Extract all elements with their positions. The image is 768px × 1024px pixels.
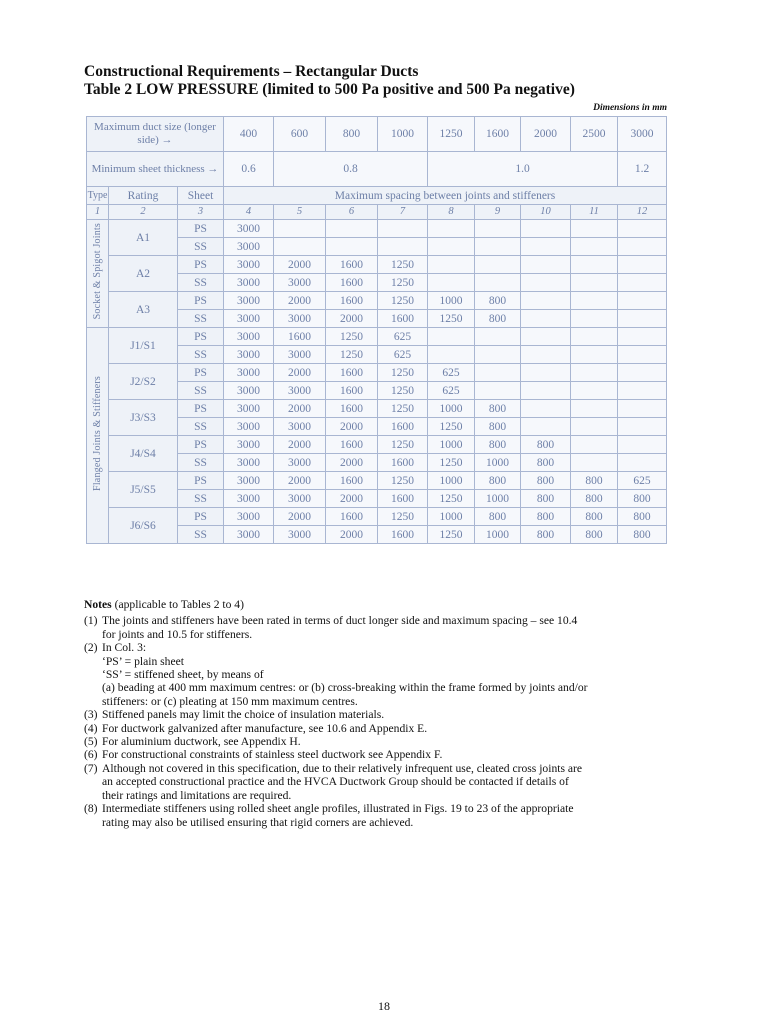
note-line: In Col. 3: — [102, 641, 147, 655]
note-item — [84, 748, 668, 761]
value-cell: 800 — [475, 292, 521, 310]
value-cell: 1250 — [378, 508, 428, 526]
value-cell — [571, 292, 618, 310]
value-cell: 3000 — [224, 238, 274, 256]
value-cell — [475, 256, 521, 274]
value-cell: 1250 — [428, 526, 475, 544]
value-cell: 1000 — [428, 292, 475, 310]
value-cell: 800 — [521, 454, 571, 472]
value-cell: 800 — [475, 472, 521, 490]
note-line: For aluminium ductwork, see Appendix H. — [102, 735, 301, 749]
value-cell: 1250 — [326, 346, 378, 364]
table-row — [87, 292, 667, 310]
table-row — [87, 436, 667, 454]
duct-size-header: 1600 — [475, 117, 521, 152]
group-label-text: Socket & Spigot Joints — [91, 223, 103, 320]
note-number: (4) — [84, 721, 98, 735]
value-cell: 3000 — [274, 526, 326, 544]
value-cell — [571, 220, 618, 238]
value-cell: 800 — [475, 418, 521, 436]
rating-cell: J4/S4 — [109, 436, 178, 472]
value-cell — [326, 220, 378, 238]
thickness-header: 1.2 — [618, 152, 667, 187]
value-cell: 1000 — [428, 400, 475, 418]
rating-cell: A1 — [109, 220, 178, 256]
note-line: Stiffened panels may limit the choice of insulation materials. — [102, 708, 385, 722]
duct-size-header: 800 — [326, 117, 378, 152]
value-cell — [521, 328, 571, 346]
value-cell — [618, 400, 667, 418]
column-number: 9 — [475, 205, 521, 220]
header-row-duct-size — [87, 117, 667, 152]
value-cell: 1600 — [326, 256, 378, 274]
value-cell: 800 — [521, 490, 571, 508]
value-cell — [378, 220, 428, 238]
value-cell: 1600 — [326, 508, 378, 526]
note-number: (5) — [84, 735, 98, 749]
note-item — [84, 735, 668, 748]
column-number: 11 — [571, 205, 618, 220]
note-item — [84, 614, 668, 641]
value-cell: 1600 — [326, 292, 378, 310]
note-body — [102, 748, 668, 761]
rating-cell: J1/S1 — [109, 328, 178, 364]
note-line: Although not covered in this specification, due to their relatively infrequent use, cleated cross joints are — [102, 761, 583, 775]
value-cell: 1600 — [274, 328, 326, 346]
value-cell: 1600 — [326, 364, 378, 382]
sheet-cell: PS — [178, 472, 224, 490]
value-cell — [521, 364, 571, 382]
header-row-thickness — [87, 152, 667, 187]
value-cell: 1600 — [326, 472, 378, 490]
value-cell: 3000 — [224, 400, 274, 418]
note-line: rating may also be utilised ensuring that rigid corners are achieved. — [102, 815, 414, 829]
note-line: stiffeners: or (c) pleating at 150 mm maximum centres. — [102, 694, 358, 708]
sheet-cell: PS — [178, 220, 224, 238]
sheet-cell: SS — [178, 490, 224, 508]
thickness-header: 0.6 — [224, 152, 274, 187]
value-cell — [571, 256, 618, 274]
duct-size-header: 400 — [224, 117, 274, 152]
value-cell — [428, 256, 475, 274]
value-cell: 3000 — [224, 382, 274, 400]
value-cell: 1600 — [378, 490, 428, 508]
value-cell: 800 — [521, 508, 571, 526]
value-cell — [571, 454, 618, 472]
value-cell — [571, 238, 618, 256]
value-cell — [475, 220, 521, 238]
column-number: 3 — [178, 205, 224, 220]
value-cell: 625 — [428, 382, 475, 400]
value-cell: 3000 — [224, 490, 274, 508]
value-cell — [571, 400, 618, 418]
value-cell: 1600 — [378, 310, 428, 328]
value-cell: 1250 — [428, 490, 475, 508]
value-cell: 800 — [618, 490, 667, 508]
value-cell — [618, 220, 667, 238]
table-row — [87, 220, 667, 238]
value-cell: 800 — [571, 472, 618, 490]
rating-label: Rating — [109, 187, 178, 205]
value-cell — [521, 256, 571, 274]
value-cell: 3000 — [224, 436, 274, 454]
value-cell — [521, 292, 571, 310]
value-cell — [521, 382, 571, 400]
value-cell: 1600 — [326, 274, 378, 292]
note-item — [84, 641, 668, 708]
value-cell: 800 — [618, 508, 667, 526]
value-cell: 2000 — [274, 472, 326, 490]
note-number: (1) — [84, 614, 98, 628]
value-cell — [618, 328, 667, 346]
value-cell: 800 — [475, 436, 521, 454]
note-body — [102, 802, 668, 829]
rating-cell: J2/S2 — [109, 364, 178, 400]
value-cell — [274, 220, 326, 238]
spacing-label: Maximum spacing between joints and stiffeners — [224, 187, 667, 205]
value-cell — [428, 346, 475, 364]
notes-list — [84, 614, 668, 829]
value-cell: 3000 — [274, 382, 326, 400]
value-cell — [618, 418, 667, 436]
sheet-cell: SS — [178, 454, 224, 472]
thickness-header: 1.0 — [428, 152, 618, 187]
note-line: For constructional constraints of stainless steel ductwork see Appendix F. — [102, 748, 443, 762]
note-item — [84, 762, 668, 802]
value-cell: 625 — [428, 364, 475, 382]
value-cell — [571, 382, 618, 400]
value-cell — [618, 256, 667, 274]
value-cell: 3000 — [274, 418, 326, 436]
note-line: ‘SS’ = stiffened sheet, by means of — [102, 668, 264, 682]
value-cell — [475, 328, 521, 346]
value-cell: 1000 — [475, 490, 521, 508]
value-cell — [521, 274, 571, 292]
duct-size-header: 1000 — [378, 117, 428, 152]
value-cell: 1250 — [378, 472, 428, 490]
rating-cell: A3 — [109, 292, 178, 328]
max-duct-size-label: Maximum duct size (longer side) → — [87, 117, 224, 152]
value-cell: 3000 — [224, 310, 274, 328]
sheet-cell: SS — [178, 346, 224, 364]
value-cell: 625 — [618, 472, 667, 490]
value-cell: 1600 — [326, 400, 378, 418]
value-cell: 1250 — [326, 328, 378, 346]
sheet-cell: PS — [178, 400, 224, 418]
value-cell: 3000 — [224, 346, 274, 364]
value-cell: 3000 — [274, 346, 326, 364]
value-cell — [571, 418, 618, 436]
note-line: for joints and 10.5 for stiffeners. — [102, 627, 253, 641]
value-cell — [475, 238, 521, 256]
note-line: Intermediate stiffeners using rolled sheet angle profiles, illustrated in Figs. 19 to 23 of the appropriate — [102, 802, 574, 816]
column-number: 6 — [326, 205, 378, 220]
value-cell — [571, 346, 618, 364]
value-cell: 800 — [521, 526, 571, 544]
dimensions-note: Dimensions in mm — [593, 103, 667, 113]
value-cell — [428, 238, 475, 256]
value-cell: 1600 — [378, 418, 428, 436]
value-cell: 800 — [571, 490, 618, 508]
value-cell: 2000 — [274, 364, 326, 382]
value-cell — [326, 238, 378, 256]
sheet-label: Sheet — [178, 187, 224, 205]
value-cell — [571, 436, 618, 454]
value-cell: 1250 — [378, 364, 428, 382]
value-cell — [618, 382, 667, 400]
value-cell: 3000 — [224, 418, 274, 436]
value-cell — [521, 238, 571, 256]
value-cell: 2000 — [274, 508, 326, 526]
note-line: For ductwork galvanized after manufacture, see 10.6 and Appendix E. — [102, 721, 428, 735]
value-cell: 3000 — [224, 256, 274, 274]
column-number: 8 — [428, 205, 475, 220]
note-number: (7) — [84, 761, 98, 775]
value-cell — [618, 436, 667, 454]
value-cell — [571, 328, 618, 346]
value-cell: 1000 — [475, 454, 521, 472]
value-cell: 3000 — [224, 364, 274, 382]
note-item — [84, 708, 668, 721]
page-title: Constructional Requirements – Rectangular Ducts — [84, 63, 419, 80]
value-cell: 1250 — [428, 454, 475, 472]
sheet-cell: PS — [178, 364, 224, 382]
rating-cell: A2 — [109, 256, 178, 292]
value-cell: 1600 — [378, 526, 428, 544]
value-cell: 1600 — [378, 454, 428, 472]
table-row — [87, 508, 667, 526]
header-row-labels — [87, 187, 667, 205]
value-cell: 2000 — [274, 436, 326, 454]
notes-section — [84, 598, 668, 829]
value-cell — [475, 274, 521, 292]
value-cell: 3000 — [274, 490, 326, 508]
note-line: ‘PS’ = plain sheet — [102, 654, 184, 668]
value-cell: 800 — [618, 526, 667, 544]
column-number: 2 — [109, 205, 178, 220]
value-cell — [378, 238, 428, 256]
column-number: 4 — [224, 205, 274, 220]
value-cell: 3000 — [224, 472, 274, 490]
value-cell — [475, 346, 521, 364]
column-number: 5 — [274, 205, 326, 220]
table-row — [87, 328, 667, 346]
group-label-text: Flanged Joints & Stiffeners — [91, 376, 103, 491]
duct-size-header: 2000 — [521, 117, 571, 152]
value-cell: 800 — [571, 508, 618, 526]
value-cell: 1250 — [378, 400, 428, 418]
value-cell — [521, 220, 571, 238]
sheet-cell: SS — [178, 274, 224, 292]
value-cell — [521, 346, 571, 364]
value-cell: 1250 — [378, 274, 428, 292]
value-cell: 800 — [475, 400, 521, 418]
table-row — [87, 472, 667, 490]
sheet-cell: SS — [178, 526, 224, 544]
value-cell: 1250 — [378, 256, 428, 274]
sheet-cell: SS — [178, 238, 224, 256]
value-cell: 2000 — [326, 526, 378, 544]
page-number: 18 — [378, 999, 390, 1013]
value-cell: 800 — [521, 472, 571, 490]
value-cell: 1000 — [428, 472, 475, 490]
value-cell: 3000 — [224, 274, 274, 292]
value-cell: 1000 — [428, 508, 475, 526]
value-cell: 3000 — [274, 274, 326, 292]
value-cell: 800 — [475, 310, 521, 328]
table-title: Table 2 LOW PRESSURE (limited to 500 Pa positive and 500 Pa negative) — [84, 81, 575, 98]
rating-cell: J6/S6 — [109, 508, 178, 544]
value-cell — [475, 382, 521, 400]
value-cell: 2000 — [326, 490, 378, 508]
value-cell — [618, 238, 667, 256]
value-cell: 1250 — [428, 310, 475, 328]
group-label-socket-spigot — [87, 220, 109, 328]
value-cell: 3000 — [224, 454, 274, 472]
value-cell — [618, 274, 667, 292]
note-body — [102, 735, 668, 748]
note-number: (2) — [84, 641, 98, 655]
sheet-cell: SS — [178, 382, 224, 400]
value-cell — [571, 274, 618, 292]
value-cell: 1250 — [428, 418, 475, 436]
note-item — [84, 722, 668, 735]
value-cell: 3000 — [224, 526, 274, 544]
value-cell: 1250 — [378, 292, 428, 310]
value-cell: 1250 — [378, 382, 428, 400]
column-number: 12 — [618, 205, 667, 220]
value-cell — [428, 328, 475, 346]
type-label: Type — [87, 187, 109, 205]
value-cell: 2000 — [326, 454, 378, 472]
value-cell: 2000 — [274, 400, 326, 418]
value-cell: 1250 — [378, 436, 428, 454]
note-body — [102, 722, 668, 735]
note-number: (8) — [84, 802, 98, 816]
value-cell: 3000 — [224, 508, 274, 526]
sheet-cell: PS — [178, 328, 224, 346]
note-body — [102, 641, 668, 708]
value-cell — [618, 364, 667, 382]
sheet-cell: PS — [178, 292, 224, 310]
value-cell: 3000 — [274, 310, 326, 328]
table-row — [87, 400, 667, 418]
value-cell: 1000 — [475, 526, 521, 544]
value-cell: 800 — [521, 436, 571, 454]
sheet-cell: PS — [178, 256, 224, 274]
value-cell — [274, 238, 326, 256]
value-cell: 3000 — [224, 220, 274, 238]
note-line: their ratings and limitations are required. — [102, 788, 292, 802]
value-cell: 2000 — [326, 418, 378, 436]
value-cell — [428, 274, 475, 292]
min-sheet-label: Minimum sheet thickness → — [87, 152, 224, 187]
value-cell — [618, 454, 667, 472]
rating-cell: J5/S5 — [109, 472, 178, 508]
note-line: (a) beading at 400 mm maximum centres: or (b) cross-breaking within the frame formed by joints and/or — [102, 681, 588, 695]
value-cell: 2000 — [274, 292, 326, 310]
value-cell: 1000 — [428, 436, 475, 454]
group-label-flanged — [87, 328, 109, 544]
value-cell — [618, 346, 667, 364]
value-cell: 3000 — [224, 328, 274, 346]
table-row — [87, 256, 667, 274]
rating-cell: J3/S3 — [109, 400, 178, 436]
duct-size-header: 600 — [274, 117, 326, 152]
value-cell — [428, 220, 475, 238]
sheet-cell: SS — [178, 310, 224, 328]
notes-title: Notes (applicable to Tables 2 to 4) — [84, 598, 244, 611]
note-number: (6) — [84, 748, 98, 762]
value-cell — [618, 292, 667, 310]
sheet-cell: PS — [178, 436, 224, 454]
value-cell: 800 — [475, 508, 521, 526]
value-cell: 1600 — [326, 436, 378, 454]
note-line: The joints and stiffeners have been rated in terms of duct longer side and maximum spacing – see 10.4 — [102, 614, 578, 628]
value-cell — [571, 310, 618, 328]
note-item — [84, 802, 668, 829]
value-cell — [618, 310, 667, 328]
note-body — [102, 708, 668, 721]
note-line: an accepted constructional practice and the HVCA Ductwork Group should be contacted if details of — [102, 775, 569, 789]
column-number: 7 — [378, 205, 428, 220]
value-cell — [521, 310, 571, 328]
value-cell: 800 — [571, 526, 618, 544]
header-row-col-numbers — [87, 205, 667, 220]
value-cell: 625 — [378, 346, 428, 364]
column-number: 10 — [521, 205, 571, 220]
duct-size-header: 1250 — [428, 117, 475, 152]
value-cell: 1600 — [326, 382, 378, 400]
value-cell — [475, 364, 521, 382]
value-cell: 2000 — [274, 256, 326, 274]
note-body — [102, 614, 668, 641]
ducts-table — [86, 116, 667, 544]
value-cell — [521, 418, 571, 436]
sheet-cell: SS — [178, 418, 224, 436]
duct-size-header: 3000 — [618, 117, 667, 152]
column-number: 1 — [87, 205, 109, 220]
note-number: (3) — [84, 708, 98, 722]
note-body — [102, 762, 668, 802]
duct-size-header: 2500 — [571, 117, 618, 152]
value-cell: 3000 — [224, 292, 274, 310]
value-cell: 625 — [378, 328, 428, 346]
sheet-cell: PS — [178, 508, 224, 526]
value-cell: 2000 — [326, 310, 378, 328]
thickness-header: 0.8 — [274, 152, 428, 187]
value-cell — [571, 364, 618, 382]
table-row — [87, 364, 667, 382]
value-cell — [521, 400, 571, 418]
value-cell: 3000 — [274, 454, 326, 472]
